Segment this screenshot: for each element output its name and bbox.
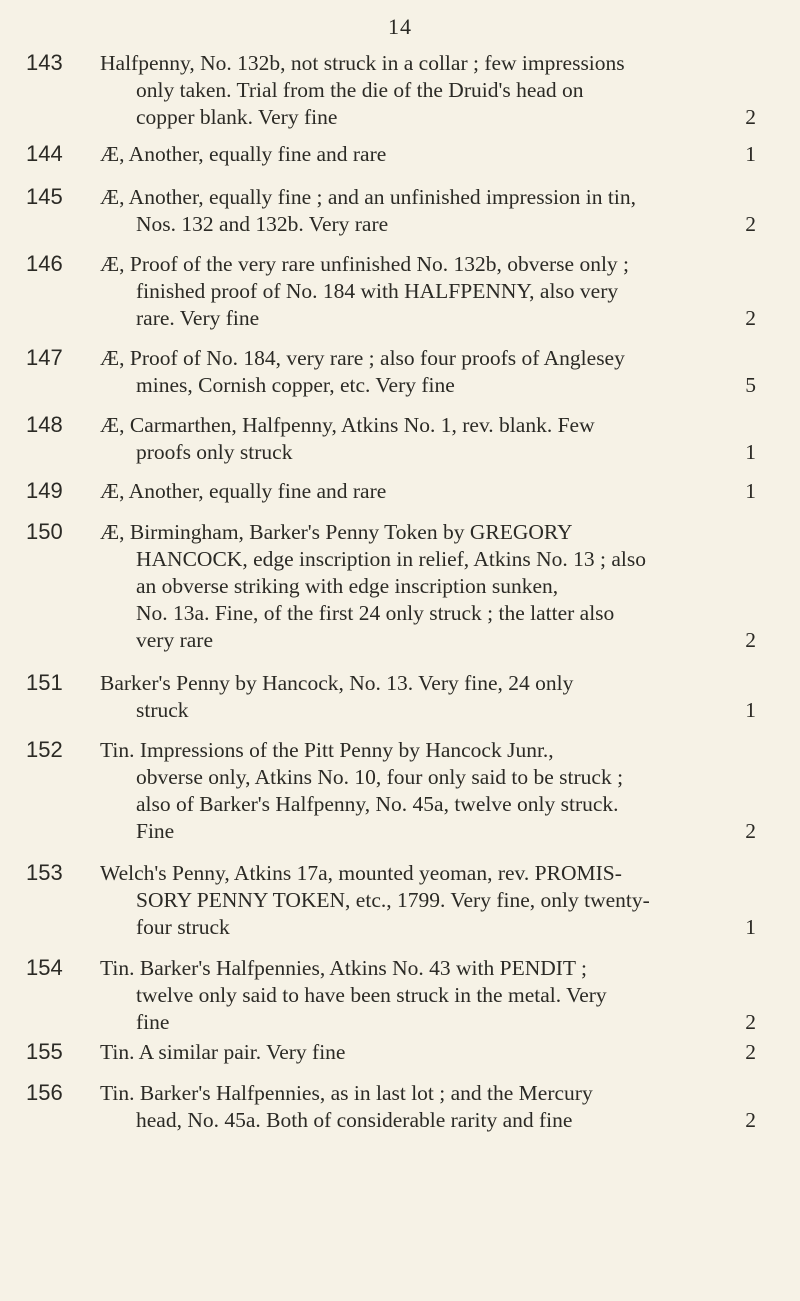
lot-line: Tin. A similar pair. Very fine 2 (100, 1040, 756, 1064)
lot-line: struck 1 (136, 698, 756, 722)
lot-description (100, 1080, 776, 1134)
lot-number: 151 (26, 670, 63, 695)
lot-number: 145 (26, 184, 63, 209)
lot-line: only taken. Trial from the die of the Druid's head on (136, 78, 584, 102)
lot-price: 1 (745, 698, 756, 722)
lot-price: 1 (745, 142, 756, 166)
lot-price: 1 (745, 440, 756, 464)
lot-line: mines, Cornish copper, etc. Very fine 5 (136, 373, 756, 397)
page-number: 14 (388, 14, 412, 39)
lot-description (100, 412, 776, 466)
lot-line: four struck 1 (136, 915, 756, 939)
lot-price: 2 (745, 306, 756, 330)
lot-number: 147 (26, 345, 63, 370)
lot-description (100, 519, 776, 654)
lot-line: Æ, Proof of the very rare unfinished No. 132b, obverse only ; (100, 252, 630, 276)
lot-price: 2 (745, 105, 756, 129)
lot-line: very rare 2 (136, 628, 756, 652)
lot-description (100, 184, 776, 238)
lot-number: 146 (26, 251, 63, 276)
lot-price: 2 (745, 819, 756, 843)
lot-line: Æ, Another, equally fine and rare 1 (100, 142, 756, 166)
lot-price: 2 (745, 1108, 756, 1132)
lot-description (100, 860, 776, 941)
lot-line: Æ, Birmingham, Barker's Penny Token by GREGORY (100, 520, 573, 544)
lot-line: Halfpenny, No. 132b, not struck in a collar ; few impressions (100, 51, 625, 75)
lot-line: fine 2 (136, 1010, 756, 1034)
lot-number: 155 (26, 1039, 63, 1064)
lot-number: 156 (26, 1080, 63, 1105)
lot-line: Tin. Impressions of the Pitt Penny by Hancock Junr., (100, 738, 554, 762)
lot-price: 2 (745, 212, 756, 236)
lot-price: 5 (745, 373, 756, 397)
lot-description (100, 345, 776, 399)
lot-price: 1 (745, 479, 756, 503)
lot-line: twelve only said to have been struck in the metal. Very (136, 983, 607, 1007)
lot-line: Nos. 132 and 132b. Very rare 2 (136, 212, 756, 236)
lot-line: Fine 2 (136, 819, 756, 843)
lot-price: 2 (745, 1010, 756, 1034)
lot-number: 152 (26, 737, 63, 762)
lot-line: No. 13a. Fine, of the first 24 only struck ; the latter also (136, 601, 615, 625)
lot-price: 1 (745, 915, 756, 939)
lot-description (100, 737, 776, 845)
lot-line: HANCOCK, edge inscription in relief, Atkins No. 13 ; also (136, 547, 646, 571)
lot-description (100, 251, 776, 332)
lot-line: rare. Very fine 2 (136, 306, 756, 330)
lot-price: 2 (745, 1040, 756, 1064)
lot-number: 154 (26, 955, 63, 980)
lot-description (100, 955, 776, 1036)
lot-line: Welch's Penny, Atkins 17a, mounted yeoman, rev. PROMIS- (100, 861, 622, 885)
lot-number: 144 (26, 141, 63, 166)
lot-line: Tin. Barker's Halfpennies, as in last lot ; and the Mercury (100, 1081, 593, 1105)
lot-line: finished proof of No. 184 with HALFPENNY, also very (136, 279, 619, 303)
lot-line: copper blank. Very fine 2 (136, 105, 756, 129)
lot-line: Tin. Barker's Halfpennies, Atkins No. 43 with PENDIT ; (100, 956, 588, 980)
lot-line: head, No. 45a. Both of considerable rarity and fine 2 (136, 1108, 756, 1132)
lot-line: Æ, Proof of No. 184, very rare ; also four proofs of Anglesey (100, 346, 625, 370)
lot-number: 149 (26, 478, 63, 503)
lot-line: Æ, Carmarthen, Halfpenny, Atkins No. 1, rev. blank. Few (100, 413, 595, 437)
lot-line: also of Barker's Halfpenny, No. 45a, twelve only struck. (136, 792, 619, 816)
lot-description (100, 50, 776, 131)
lot-description (100, 670, 776, 724)
lot-description (100, 141, 776, 168)
lot-number: 153 (26, 860, 63, 885)
lot-line: Barker's Penny by Hancock, No. 13. Very fine, 24 only (100, 671, 574, 695)
lot-number: 143 (26, 50, 63, 75)
lot-line: Æ, Another, equally fine ; and an unfinished impression in tin, (100, 185, 636, 209)
lot-price: 2 (745, 628, 756, 652)
lot-description (100, 1039, 776, 1066)
lot-line: obverse only, Atkins No. 10, four only said to be struck ; (136, 765, 624, 789)
lot-description (100, 478, 776, 505)
lot-line: proofs only struck 1 (136, 440, 756, 464)
lot-number: 150 (26, 519, 63, 544)
lot-number: 148 (26, 412, 63, 437)
lot-line: SORY PENNY TOKEN, etc., 1799. Very fine, only twenty- (136, 888, 650, 912)
lot-line: an obverse striking with edge inscription sunken, (136, 574, 559, 598)
lot-line: Æ, Another, equally fine and rare 1 (100, 479, 756, 503)
